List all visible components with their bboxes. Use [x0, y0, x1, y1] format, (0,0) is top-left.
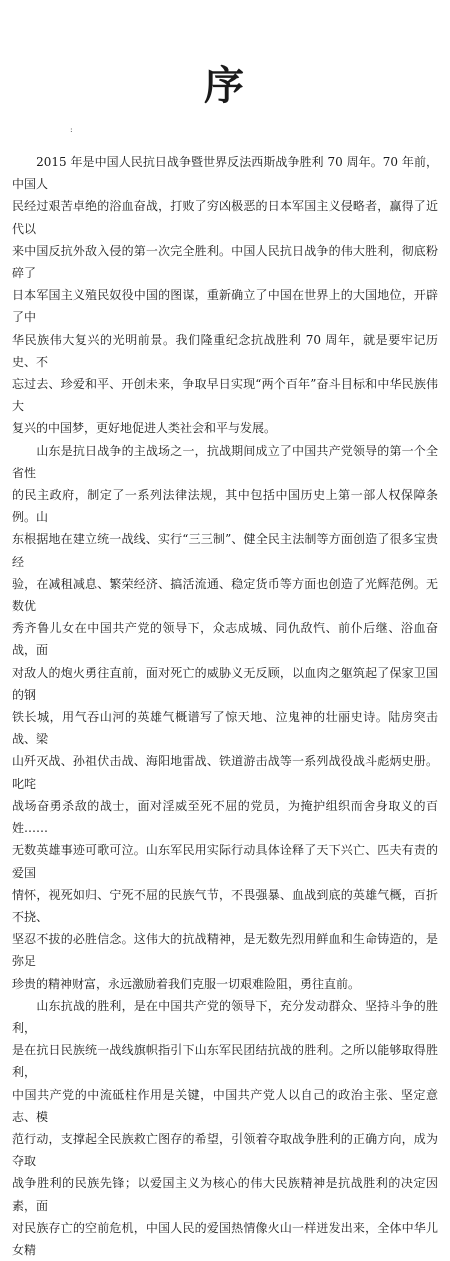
text-line: 秀齐鲁儿女在中国共产党的领导下，众志成城、同仇敌忾、前仆后继、浴血奋战，面: [12, 621, 438, 658]
text-line: 东根据地在建立统一战线、实行“三三制”、健全民主法制等方面创造了很多宝贵经: [12, 532, 438, 569]
text-line: 坚忍不拔的必胜信念。这伟大的抗战精神，是无数先烈用鲜血和生命铸造的，是弥足: [12, 932, 438, 969]
text-line: 对民族存亡的空前危机，中国人民的爱国热情像火山一样迸发出来，全体中华儿女精: [12, 1220, 438, 1257]
text-line: 2015 年是中国人民抗日战争暨世界反法西斯战争胜利 70 周年。70 年前，中国人: [12, 155, 438, 192]
text-line: 华民族伟大复兴的光明前景。我们隆重纪念抗战胜利 70 周年，就是要牢记历史、不: [12, 332, 438, 369]
text-line: 山东抗战的胜利，是在中国共产党的领导下，充分发动群众、坚持斗争的胜利，: [12, 998, 438, 1035]
text-line: 山歼灭战、孙祖伏击战、海阳地雷战、铁道游击战等一系列战役战斗彪炳史册。叱咤: [12, 754, 438, 791]
text-line: 忘过去、珍爱和平、开创未来，争取早日实现“两个百年”奋斗目标和中华民族伟大: [12, 377, 438, 414]
text-line: 山东是抗日战争的主战场之一，抗战期间成立了中国共产党领导的第一个全省性: [12, 443, 438, 480]
stray-mark: :: [70, 125, 73, 134]
text-line: 战争胜利的民族先锋；以爱国主义为核心的伟大民族精神是抗战胜利的决定因素，面: [12, 1176, 438, 1213]
page-title: 序: [204, 62, 246, 109]
body-text: [12, 151, 438, 1261]
text-line: 中国共产党的中流砥柱作用是关键，中国共产党人以自己的政治主张、坚定意志、模: [12, 1087, 438, 1124]
text-line: 复兴的中国梦，更好地促进人类社会和平与发展。: [12, 421, 277, 436]
text-line: 验，在减租减息、繁荣经济、搞活流通、稳定货币等方面也创造了光辉范例。无数优: [12, 576, 438, 614]
text-line: 范行动，支撑起全民族救亡图存的希望，引领着夺取战争胜利的正确方向，成为夺取: [12, 1131, 438, 1169]
text-line: 民经过艰苦卓绝的浴血奋战，打败了穷凶极恶的日本军国主义侵略者，赢得了近代以: [12, 199, 438, 236]
text-line: 日本军国主义殖民奴役中国的图谋，重新确立了中国在世界上的大国地位，开辟了中: [12, 288, 438, 325]
text-line: 来中国反抗外敌入侵的第一次完全胜利。中国人民抗日战争的伟大胜利，彻底粉碎了: [12, 243, 438, 281]
text-line: 是在抗日民族统一战线旗帜指引下山东军民团结抗战的胜利。之所以能够取得胜利，: [12, 1043, 438, 1080]
text-line: 情怀，视死如归、宁死不屈的民族气节，不畏强暴、血战到底的英雄气概，百折不挠、: [12, 887, 438, 924]
text-line: 无数英雄事迹可歌可泣。山东军民用实际行动具体诠释了天下兴亡、匹夫有责的爱国: [12, 843, 438, 880]
text-line: 对敌人的炮火勇往直前，面对死亡的威胁义无反顾，以血肉之躯筑起了保家卫国的钢: [12, 665, 438, 702]
text-line: 铁长城，用气吞山河的英雄气概谱写了惊天地、泣鬼神的壮丽史诗。陆房突击战、梁: [12, 710, 438, 747]
text-line: 战场奋勇杀敌的战士，面对淫威至死不屈的党员，为掩护组织而舍身取义的百姓……: [12, 798, 438, 836]
text-line: 珍贵的精神财富，永远激励着我们克服一切艰难险阻，勇往直前。: [12, 976, 361, 991]
text-line: 的民主政府，制定了一系列法律法规，其中包括中国历史上第一部人权保障条例。山: [12, 488, 438, 525]
